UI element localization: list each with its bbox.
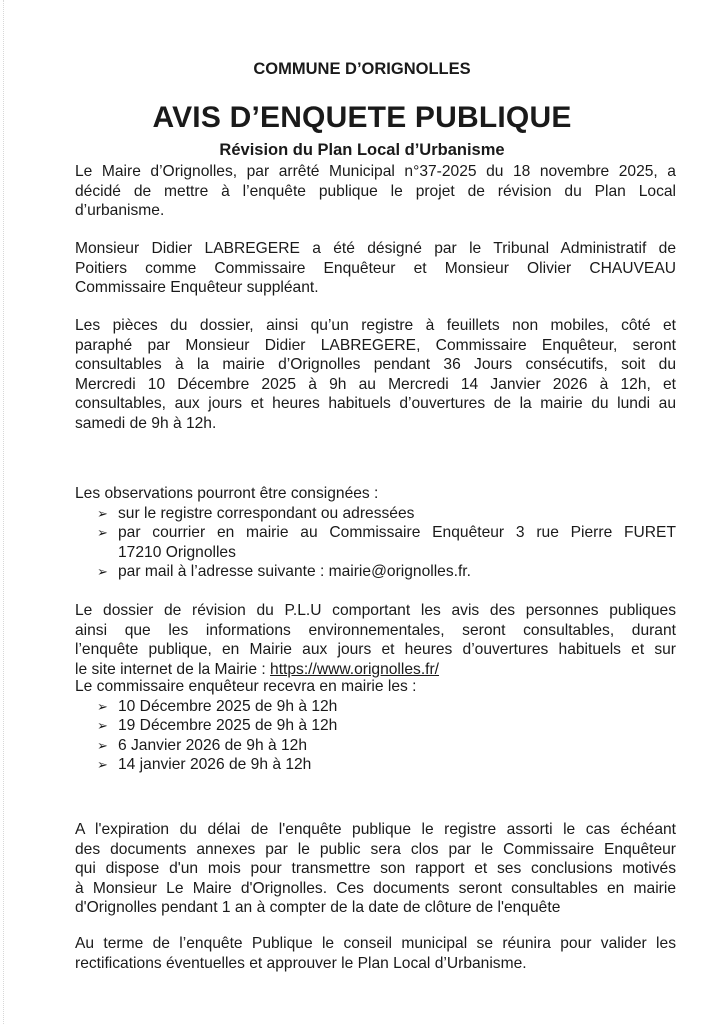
text-line: l’enquête publique, en Mairie aux jours et heures d’ouvertures habituels et sur	[75, 641, 676, 658]
permanences-list	[75, 697, 676, 775]
text-line: consultables, aux jours et heures habituels d’ouvertures de la mairie du lundi au	[75, 395, 676, 412]
website-link[interactable]: https://www.orignolles.fr/	[270, 660, 440, 678]
text-line: à Monsieur Le Maire d'Orignolles. Ces documents seront consultables en mairie	[75, 879, 676, 897]
text-line: consultables à la mairie d’Orignolles pendant 36 Jours consécutifs, soit du	[75, 356, 676, 373]
text-line: Commissaire Enquêteur suppléant.	[75, 279, 319, 296]
paragraph-expiration	[75, 820, 676, 918]
text-line: d’urbanisme.	[75, 202, 165, 219]
list-item: ➢ 19 Décembre 2025 de 9h à 12h	[97, 717, 338, 734]
text-line: décidé de mettre à l’enquête publique le projet de révision du Plan Local	[75, 182, 676, 200]
text-line: Au terme de l’enquête Publique le conseil municipal se réunira pour valider les	[75, 935, 676, 952]
arrowhead-bullet-icon: ➢	[97, 737, 108, 753]
observations-intro: Les observations pourront être consignées :	[75, 485, 379, 502]
arrowhead-bullet-icon: ➢	[97, 505, 108, 521]
text-line: Monsieur Didier LABREGERE a été désigné par le Tribunal Administratif de	[75, 240, 676, 257]
text-line: A l'expiration du délai de l'enquête publique le registre assorti le cas échéant	[75, 821, 676, 838]
text-line: Poitiers comme Commissaire Enquêteur et Monsieur Olivier CHAUVEAU	[75, 259, 676, 277]
list-item: ➢ 6 Janvier 2026 de 9h à 12h	[97, 736, 308, 754]
arrowhead-bullet-icon: ➢	[97, 525, 108, 540]
paragraph-arrete	[75, 162, 676, 221]
text-line: samedi de 9h à 12h.	[75, 414, 217, 432]
paragraph-plu	[75, 601, 676, 679]
paragraph-pieces	[75, 316, 676, 433]
paragraph-commissaire	[75, 239, 676, 298]
commune-name: COMMUNE D’ORIGNOLLES	[253, 60, 471, 78]
list-item: ➢ sur le registre correspondant ou adressées	[97, 504, 415, 522]
text-line: ainsi que les informations environnementales, seront consultables, durant	[75, 621, 676, 639]
arrowhead-bullet-icon: ➢	[97, 698, 108, 714]
text-line: rectifications éventuelles et approuver le Plan Local d’Urbanisme.	[75, 954, 527, 972]
arrowhead-bullet-icon: ➢	[97, 718, 108, 733]
notice-title: AVIS D’ENQUETE PUBLIQUE	[152, 101, 572, 134]
arrowhead-bullet-icon: ➢	[97, 564, 108, 579]
list-item: ➢ 14 janvier 2026 de 9h à 12h	[97, 756, 312, 773]
text-line: Les pièces du dossier, ainsi qu’un registre à feuillets non mobiles, côté et	[75, 317, 676, 334]
text-line: Le dossier de révision du P.L.U comportant les avis des personnes publiques	[75, 602, 676, 619]
list-item: ➢ par courrier en mairie au Commissaire Enquêteur 3 rue Pierre FURET 17210 Orignolles	[97, 524, 676, 561]
permanences-intro: Le commissaire enquêteur recevra en mairie les :	[75, 678, 417, 695]
text-line: d'Orignolles pendant 1 an à compter de la date de clôture de l'enquête	[75, 899, 561, 916]
text-line: qui dispose d'un mois pour transmettre son rapport et ses conclusions motivés	[75, 860, 676, 877]
text-line: Mercredi 10 Décembre 2025 à 9h au Mercredi 14 Janvier 2026 à 12h, et	[75, 375, 676, 393]
text-line: paraphé par Monsieur Didier LABREGERE, Commissaire Enquêteur, seront	[75, 336, 676, 354]
paragraph-final	[75, 934, 676, 973]
list-item: ➢ 10 Décembre 2025 de 9h à 12h	[97, 697, 338, 715]
text-line: des documents annexes par le public sera clos par le Commissaire Enquêteur	[75, 840, 676, 858]
text-line: Le Maire d’Orignolles, par arrêté Municipal n°37-2025 du 18 novembre 2025, a	[75, 163, 676, 180]
arrowhead-bullet-icon: ➢	[97, 757, 108, 772]
notice-subtitle: Révision du Plan Local d’Urbanisme	[219, 141, 505, 159]
permanences-section	[75, 677, 676, 775]
observations-list	[75, 504, 676, 582]
list-item: ➢ par mail à l’adresse suivante : mairie@orignolles.fr.	[97, 563, 471, 580]
text-line: le site internet de la Mairie : https://www.orignolles.fr/	[75, 660, 440, 678]
observations-section	[75, 484, 676, 582]
